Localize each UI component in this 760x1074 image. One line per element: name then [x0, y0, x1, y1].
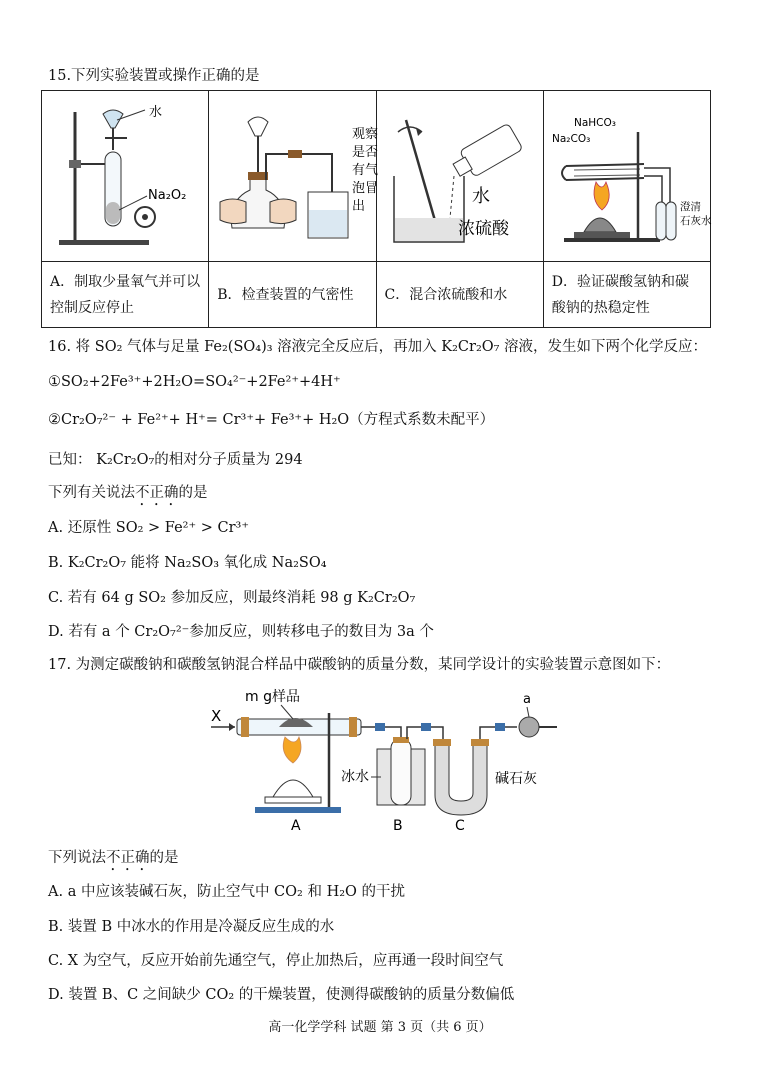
fig-c-acid-label: 浓硫酸: [457, 218, 509, 239]
q16-stem: 16. 将 SO₂ 气体与足量 Fe₂(SO₄)₃ 溶液完全反应后，再加入 K₂Cr₂O₇ 溶液，发生如下两个化学反应：: [48, 339, 708, 355]
q16-option-d[interactable]: D. 若有 a 个 Cr₂O₇²⁻参加反应，则转移电子的数目为 3a 个: [48, 624, 434, 640]
fig-b-note-2: 是否: [352, 144, 379, 160]
q15-figure-a: [42, 91, 209, 262]
ask-emphasis: 不正确: [106, 850, 150, 866]
fig-d-limewater-1: 澄清: [679, 200, 701, 213]
q16-known: 已知： K₂Cr₂O₇的相对分子质量为 294: [48, 452, 303, 468]
fig17-ice-label: 冰水: [341, 769, 369, 785]
q15-option-c[interactable]: [376, 262, 543, 328]
q15-option-a[interactable]: [42, 262, 209, 328]
fig-b-note-5: 出: [352, 198, 366, 214]
ask-prefix: 下列有关说法: [48, 485, 135, 501]
q16-equation-1: ①SO₂+2Fe³⁺+2H₂O=SO₄²⁻+2Fe²⁺+4H⁺: [48, 374, 341, 390]
q15-option-b[interactable]: [209, 262, 376, 328]
q17-stem: 17. 为测定碳酸钠和碳酸氢钠混合样品中碳酸钠的质量分数，某同学设计的实验装置示意图如下：: [48, 657, 671, 673]
option-letter: B．: [217, 286, 242, 303]
fig17-lime-label: 碱石灰: [495, 771, 537, 787]
ask-suffix: 的是: [178, 485, 208, 501]
q17-question: [48, 848, 179, 874]
q15-option-table: [41, 90, 711, 328]
ask-prefix: 下列说法: [48, 850, 106, 866]
option-text: 混合浓硫酸和水: [409, 286, 508, 303]
fig17-x-label: X: [211, 707, 222, 725]
q17-option-b[interactable]: B. 装置 B 中冰水的作用是冷凝反应生成的水: [48, 919, 335, 935]
fig-b-note-1: 观察: [352, 126, 379, 142]
fig-b-note-3: 有气: [352, 162, 379, 178]
q17-option-d[interactable]: D. 装置 B、C 之间缺少 CO₂ 的干燥装置，使测得碳酸钠的质量分数偏低: [48, 987, 515, 1003]
q17-option-c[interactable]: C. X 为空气，反应开始前先通空气，停止加热后，应再通一段时间空气: [48, 953, 504, 969]
fig-d-na2co3-label: Na₂CO₃: [551, 132, 591, 145]
q16-option-a[interactable]: A. 还原性 SO₂ > Fe²⁺ > Cr³⁺: [48, 520, 249, 536]
option-letter: D．: [551, 273, 577, 290]
option-letter: C．: [384, 286, 410, 303]
fig-a-reagent-label: Na₂O₂: [148, 187, 187, 203]
q16-option-c[interactable]: C. 若有 64 g SO₂ 参加反应，则最终消耗 98 g K₂Cr₂O₇: [48, 590, 416, 606]
q15-figure-b: [209, 91, 379, 262]
option-text: 检查装置的气密性: [241, 286, 354, 303]
q15-figure-d: [543, 91, 710, 262]
fig-b-note-4: 泡冒: [352, 180, 379, 196]
page-footer: 高一化学学科 试题 第 3 页（共 6 页）: [268, 1020, 492, 1035]
option-letter: A．: [50, 273, 75, 290]
option-text: 验证碳酸氢钠和碳酸钠的热稳定性: [551, 273, 689, 316]
fig17-label-c: C: [455, 818, 465, 834]
option-text: 制取少量氧气并可以控制反应停止: [50, 273, 201, 316]
fig-d-limewater-2: 石灰水: [679, 214, 712, 227]
fig-a-water-label: 水: [149, 104, 163, 120]
q17-option-a[interactable]: A. a 中应该装碱石灰，防止空气中 CO₂ 和 H₂O 的干扰: [48, 884, 406, 900]
fig-c-water-label: 水: [471, 185, 490, 207]
q16-equation-2: ②Cr₂O₇²⁻ + Fe²⁺+ H⁺= Cr³⁺+ Fe³⁺+ H₂O（方程式系数未配平）: [48, 412, 495, 428]
ask-emphasis: 不正确: [135, 485, 179, 501]
q17-apparatus-figure: [205, 683, 575, 833]
q15-title: 15.下列实验装置或操作正确的是: [48, 68, 260, 84]
fig17-a-label: a: [523, 692, 531, 707]
fig17-label-b: B: [393, 818, 403, 834]
ask-suffix: 的是: [149, 850, 179, 866]
q16-question: [48, 483, 208, 509]
q16-option-b[interactable]: B. K₂Cr₂O₇ 能将 Na₂SO₃ 氧化成 Na₂SO₄: [48, 555, 327, 571]
fig-d-nahco3-label: NaHCO₃: [573, 116, 616, 129]
q15-figure-c: [376, 91, 543, 262]
fig17-label-a: A: [291, 818, 301, 834]
fig17-sample-label: m g样品: [245, 689, 300, 705]
q15-option-d[interactable]: [543, 262, 710, 328]
